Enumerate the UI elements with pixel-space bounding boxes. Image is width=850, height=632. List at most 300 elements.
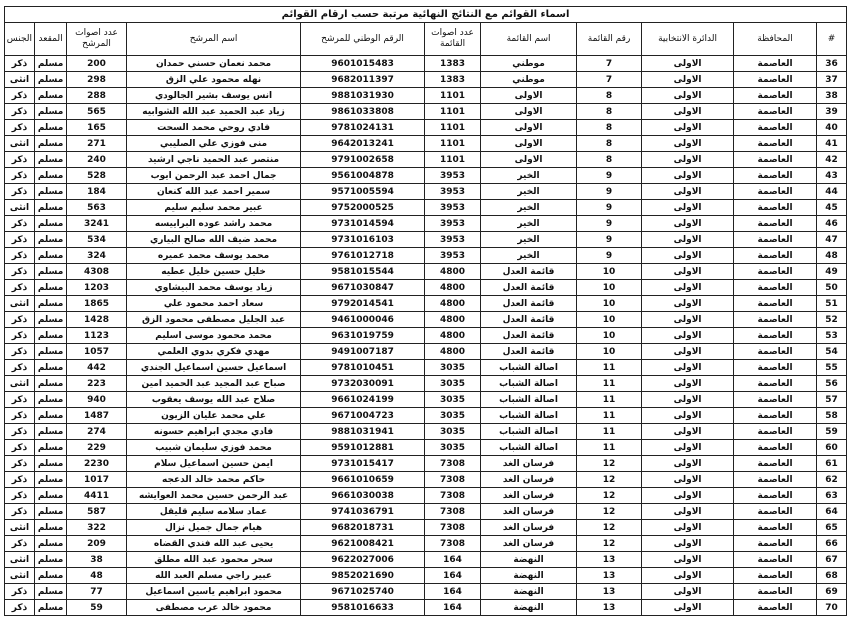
list-name-cell: فرسان الغد [481,472,577,488]
national-id-cell: 9671030847 [301,280,425,296]
list-votes-cell: 7308 [425,456,481,472]
list-votes-cell: 164 [425,600,481,616]
list-votes-cell: 3953 [425,168,481,184]
seat-cell: مسلم [35,408,67,424]
seat-cell: مسلم [35,376,67,392]
candidate-name-cell: منتصر عبد الحميد ناجي ارشيد [127,152,301,168]
governorate-cell: العاصمة [734,344,817,360]
table-row [5,312,847,328]
national-id-cell: 9581016633 [301,600,425,616]
national-id-cell: 9621008421 [301,536,425,552]
governorate-cell: العاصمة [734,72,817,88]
district-cell: الاولى [642,392,734,408]
list-votes-cell: 4800 [425,312,481,328]
table-row [5,520,847,536]
candidate-name-cell: محمد محمود موسى اسليم [127,328,301,344]
row-number: 45 [817,200,847,216]
row-number: 67 [817,552,847,568]
list-name-cell: النهضة [481,584,577,600]
list-name-cell: قائمة العدل [481,296,577,312]
gender-cell: انثى [5,200,35,216]
list-votes-cell: 7308 [425,488,481,504]
list-votes-cell: 7308 [425,536,481,552]
seat-cell: مسلم [35,344,67,360]
list-number-cell: 13 [577,568,642,584]
table-row [5,200,847,216]
candidate-name-cell: صلاح عبد الله يوسف يعقوب [127,392,301,408]
list-votes-cell: 7308 [425,504,481,520]
results-table [4,6,847,616]
list-votes-cell: 4800 [425,264,481,280]
list-number-cell: 9 [577,248,642,264]
candidate-votes-cell: 77 [67,584,127,600]
gender-cell: ذكر [5,504,35,520]
gender-cell: انثى [5,296,35,312]
table-row [5,120,847,136]
candidate-name-cell: محمد فوزي سليمان شبيب [127,440,301,456]
seat-cell: مسلم [35,216,67,232]
list-name-cell: اصالة الشباب [481,376,577,392]
national-id-cell: 9881031930 [301,88,425,104]
candidate-name-cell: علي محمد عليان الزيون [127,408,301,424]
candidate-name-cell: محمود خالد عرب مصطفى [127,600,301,616]
row-number: 37 [817,72,847,88]
national-id-cell: 9631019759 [301,328,425,344]
row-number: 43 [817,168,847,184]
col-header-district: الدائرة الانتخابية [642,23,734,56]
gender-cell: ذكر [5,360,35,376]
candidate-name-cell: زياد عبد الحميد عبد الله الشوابيه [127,104,301,120]
list-name-cell: الاولى [481,136,577,152]
seat-cell: مسلم [35,200,67,216]
table-row [5,328,847,344]
governorate-cell: العاصمة [734,520,817,536]
list-name-cell: اصالة الشباب [481,392,577,408]
seat-cell: مسلم [35,296,67,312]
list-votes-cell: 1101 [425,136,481,152]
national-id-cell: 9661024199 [301,392,425,408]
list-votes-cell: 3953 [425,184,481,200]
list-name-cell: الخير [481,232,577,248]
table-row [5,408,847,424]
gender-cell: ذكر [5,472,35,488]
row-number: 51 [817,296,847,312]
candidate-name-cell: زياد يوسف محمد البيشاوي [127,280,301,296]
gender-cell: ذكر [5,536,35,552]
list-number-cell: 8 [577,152,642,168]
candidate-name-cell: عبد الرحمن حسين محمد العوايشه [127,488,301,504]
col-header-list-number: رقم القائمة [577,23,642,56]
candidate-votes-cell: 1865 [67,296,127,312]
row-number: 47 [817,232,847,248]
list-votes-cell: 3035 [425,392,481,408]
candidate-name-cell: عبير راجي مسلم العبد الله [127,568,301,584]
candidate-votes-cell: 1487 [67,408,127,424]
list-votes-cell: 4800 [425,280,481,296]
col-header-governorate: المحافظة [734,23,817,56]
list-name-cell: اصالة الشباب [481,360,577,376]
candidate-name-cell: مهدي فكري بدوي العلمي [127,344,301,360]
candidate-votes-cell: 229 [67,440,127,456]
seat-cell: مسلم [35,472,67,488]
row-number: 65 [817,520,847,536]
list-votes-cell: 7308 [425,520,481,536]
gender-cell: ذكر [5,456,35,472]
candidate-votes-cell: 1017 [67,472,127,488]
candidate-votes-cell: 165 [67,120,127,136]
governorate-cell: العاصمة [734,120,817,136]
seat-cell: مسلم [35,152,67,168]
district-cell: الاولى [642,456,734,472]
list-number-cell: 8 [577,88,642,104]
district-cell: الاولى [642,440,734,456]
table-row [5,168,847,184]
national-id-cell: 9852021690 [301,568,425,584]
table-row [5,216,847,232]
governorate-cell: العاصمة [734,200,817,216]
col-header-gender: الجنس [5,23,35,56]
gender-cell: ذكر [5,280,35,296]
national-id-cell: 9741036791 [301,504,425,520]
list-number-cell: 11 [577,408,642,424]
list-name-cell: فرسان الغد [481,488,577,504]
candidate-name-cell: محمد نعمان حسني حمدان [127,56,301,72]
governorate-cell: العاصمة [734,440,817,456]
candidate-name-cell: اسماعيل حسين اسماعيل الجندي [127,360,301,376]
table-body [5,56,847,616]
list-name-cell: اصالة الشباب [481,440,577,456]
list-votes-cell: 3035 [425,360,481,376]
seat-cell: مسلم [35,248,67,264]
row-number: 62 [817,472,847,488]
gender-cell: ذكر [5,312,35,328]
list-votes-cell: 1101 [425,152,481,168]
table-row [5,88,847,104]
list-votes-cell: 164 [425,584,481,600]
national-id-cell: 9622027006 [301,552,425,568]
table-row [5,136,847,152]
candidate-votes-cell: 59 [67,600,127,616]
list-number-cell: 11 [577,424,642,440]
gender-cell: ذكر [5,600,35,616]
row-number: 50 [817,280,847,296]
header-row [5,23,847,56]
national-id-cell: 9661030038 [301,488,425,504]
district-cell: الاولى [642,216,734,232]
gender-cell: ذكر [5,104,35,120]
seat-cell: مسلم [35,104,67,120]
national-id-cell: 9571005594 [301,184,425,200]
col-header-candidate-votes: عدد اصوات المرشح [67,23,127,56]
candidate-votes-cell: 940 [67,392,127,408]
table-row [5,152,847,168]
candidate-votes-cell: 528 [67,168,127,184]
governorate-cell: العاصمة [734,232,817,248]
district-cell: الاولى [642,232,734,248]
list-votes-cell: 3035 [425,440,481,456]
row-number: 53 [817,328,847,344]
seat-cell: مسلم [35,360,67,376]
district-cell: الاولى [642,600,734,616]
list-number-cell: 10 [577,312,642,328]
list-name-cell: قائمة العدل [481,264,577,280]
list-name-cell: اصالة الشباب [481,424,577,440]
national-id-cell: 9731015417 [301,456,425,472]
candidate-votes-cell: 184 [67,184,127,200]
national-id-cell: 9642013241 [301,136,425,152]
list-votes-cell: 3953 [425,232,481,248]
list-votes-cell: 3953 [425,216,481,232]
list-name-cell: النهضة [481,568,577,584]
list-number-cell: 9 [577,168,642,184]
row-number: 56 [817,376,847,392]
row-number: 38 [817,88,847,104]
national-id-cell: 9661010659 [301,472,425,488]
list-name-cell: موطني [481,56,577,72]
candidate-name-cell: محمد راشد عوده البراييسه [127,216,301,232]
list-number-cell: 13 [577,600,642,616]
row-number: 64 [817,504,847,520]
list-number-cell: 8 [577,104,642,120]
table-row [5,184,847,200]
governorate-cell: العاصمة [734,504,817,520]
row-number: 49 [817,264,847,280]
governorate-cell: العاصمة [734,280,817,296]
table-row [5,248,847,264]
list-number-cell: 10 [577,296,642,312]
national-id-cell: 9781024131 [301,120,425,136]
list-name-cell: قائمة العدل [481,344,577,360]
governorate-cell: العاصمة [734,248,817,264]
governorate-cell: العاصمة [734,584,817,600]
candidate-name-cell: ايمن حسين اسماعيل سلام [127,456,301,472]
candidate-votes-cell: 565 [67,104,127,120]
gender-cell: ذكر [5,168,35,184]
candidate-votes-cell: 534 [67,232,127,248]
gender-cell: ذكر [5,184,35,200]
gender-cell: ذكر [5,328,35,344]
seat-cell: مسلم [35,456,67,472]
seat-cell: مسلم [35,600,67,616]
candidate-votes-cell: 4411 [67,488,127,504]
list-number-cell: 9 [577,216,642,232]
national-id-cell: 9792014541 [301,296,425,312]
gender-cell: ذكر [5,56,35,72]
seat-cell: مسلم [35,488,67,504]
seat-cell: مسلم [35,424,67,440]
district-cell: الاولى [642,264,734,280]
governorate-cell: العاصمة [734,264,817,280]
list-name-cell: اصالة الشباب [481,408,577,424]
candidate-votes-cell: 274 [67,424,127,440]
candidate-name-cell: عبير محمد سليم سليم [127,200,301,216]
list-number-cell: 10 [577,344,642,360]
gender-cell: ذكر [5,424,35,440]
national-id-cell: 9731016103 [301,232,425,248]
list-number-cell: 13 [577,584,642,600]
candidate-votes-cell: 324 [67,248,127,264]
district-cell: الاولى [642,152,734,168]
candidate-votes-cell: 442 [67,360,127,376]
list-number-cell: 7 [577,56,642,72]
national-id-cell: 9761012718 [301,248,425,264]
col-header-national-id: الرقم الوطني للمرشح [301,23,425,56]
list-votes-cell: 4800 [425,344,481,360]
national-id-cell: 9491007187 [301,344,425,360]
district-cell: الاولى [642,136,734,152]
seat-cell: مسلم [35,88,67,104]
row-number: 57 [817,392,847,408]
list-votes-cell: 1101 [425,120,481,136]
list-name-cell: فرسان الغد [481,456,577,472]
candidate-name-cell: انس يوسف بشير الجالودي [127,88,301,104]
list-votes-cell: 4800 [425,328,481,344]
candidate-name-cell: جمال احمد عبد الرحمن ايوب [127,168,301,184]
list-name-cell: الخير [481,200,577,216]
district-cell: الاولى [642,184,734,200]
list-name-cell: فرسان الغد [481,520,577,536]
candidate-votes-cell: 38 [67,552,127,568]
list-votes-cell: 1101 [425,104,481,120]
candidate-votes-cell: 1428 [67,312,127,328]
list-votes-cell: 3035 [425,424,481,440]
candidate-name-cell: فادي مجدي ابراهيم حسونه [127,424,301,440]
list-number-cell: 9 [577,184,642,200]
candidate-votes-cell: 200 [67,56,127,72]
row-number: 48 [817,248,847,264]
row-number: 58 [817,408,847,424]
candidate-name-cell: منى فوزي علي الصليبي [127,136,301,152]
district-cell: الاولى [642,472,734,488]
list-votes-cell: 1383 [425,72,481,88]
candidate-name-cell: سمير احمد عبد الله كنعان [127,184,301,200]
col-header-seat: المقعد [35,23,67,56]
governorate-cell: العاصمة [734,392,817,408]
national-id-cell: 9731014594 [301,216,425,232]
list-name-cell: النهضة [481,600,577,616]
national-id-cell: 9671025740 [301,584,425,600]
district-cell: الاولى [642,360,734,376]
candidate-name-cell: عماد سلامه سليم قليقل [127,504,301,520]
seat-cell: مسلم [35,72,67,88]
list-number-cell: 11 [577,440,642,456]
row-number: 42 [817,152,847,168]
gender-cell: انثى [5,72,35,88]
row-number: 70 [817,600,847,616]
table-row [5,344,847,360]
list-number-cell: 12 [577,472,642,488]
list-number-cell: 13 [577,552,642,568]
seat-cell: مسلم [35,584,67,600]
table-row [5,360,847,376]
list-name-cell: فرسان الغد [481,504,577,520]
governorate-cell: العاصمة [734,296,817,312]
national-id-cell: 9581015544 [301,264,425,280]
candidate-votes-cell: 288 [67,88,127,104]
district-cell: الاولى [642,104,734,120]
title-row [5,7,847,23]
governorate-cell: العاصمة [734,472,817,488]
list-number-cell: 12 [577,536,642,552]
list-name-cell: الخير [481,184,577,200]
row-number: 41 [817,136,847,152]
candidate-name-cell: سحر محمود عبد الله مطلق [127,552,301,568]
table-row [5,104,847,120]
candidate-name-cell: هيام جمال جميل نزال [127,520,301,536]
table-row [5,568,847,584]
list-name-cell: موطني [481,72,577,88]
gender-cell: ذكر [5,216,35,232]
national-id-cell: 9791002658 [301,152,425,168]
seat-cell: مسلم [35,552,67,568]
candidate-votes-cell: 209 [67,536,127,552]
district-cell: الاولى [642,520,734,536]
governorate-cell: العاصمة [734,568,817,584]
candidate-votes-cell: 2230 [67,456,127,472]
list-votes-cell: 7308 [425,472,481,488]
district-cell: الاولى [642,120,734,136]
seat-cell: مسلم [35,328,67,344]
list-name-cell: قائمة العدل [481,280,577,296]
seat-cell: مسلم [35,136,67,152]
governorate-cell: العاصمة [734,360,817,376]
row-number: 55 [817,360,847,376]
gender-cell: ذكر [5,440,35,456]
national-id-cell: 9682011397 [301,72,425,88]
governorate-cell: العاصمة [734,88,817,104]
table-row [5,72,847,88]
district-cell: الاولى [642,376,734,392]
document-title: اسماء القوائم مع النتائج النهائية مرتبة حسب ارقام القوائم [5,7,847,23]
row-number: 36 [817,56,847,72]
candidate-name-cell: يحيى عبد الله فندي القضاه [127,536,301,552]
gender-cell: ذكر [5,344,35,360]
row-number: 60 [817,440,847,456]
candidate-name-cell: عبد الجليل مصطفى محمود الزق [127,312,301,328]
governorate-cell: العاصمة [734,152,817,168]
row-number: 40 [817,120,847,136]
seat-cell: مسلم [35,568,67,584]
district-cell: الاولى [642,88,734,104]
district-cell: الاولى [642,536,734,552]
governorate-cell: العاصمة [734,600,817,616]
seat-cell: مسلم [35,184,67,200]
list-name-cell: الخير [481,248,577,264]
row-number: 54 [817,344,847,360]
candidate-name-cell: نهله محمود علي الزق [127,72,301,88]
candidate-name-cell: خليل حسين خليل عطيه [127,264,301,280]
seat-cell: مسلم [35,440,67,456]
candidate-votes-cell: 1203 [67,280,127,296]
candidate-votes-cell: 48 [67,568,127,584]
table-row [5,424,847,440]
governorate-cell: العاصمة [734,376,817,392]
list-name-cell: الاولى [481,88,577,104]
list-votes-cell: 1383 [425,56,481,72]
results-document [4,6,846,628]
candidate-name-cell: محمد يوسف محمد عميره [127,248,301,264]
table-row [5,376,847,392]
district-cell: الاولى [642,568,734,584]
district-cell: الاولى [642,408,734,424]
district-cell: الاولى [642,552,734,568]
list-number-cell: 12 [577,504,642,520]
candidate-name-cell: محمد ضيف الله صالح البياري [127,232,301,248]
list-number-cell: 7 [577,72,642,88]
gender-cell: انثى [5,376,35,392]
table-row [5,456,847,472]
table-row [5,264,847,280]
